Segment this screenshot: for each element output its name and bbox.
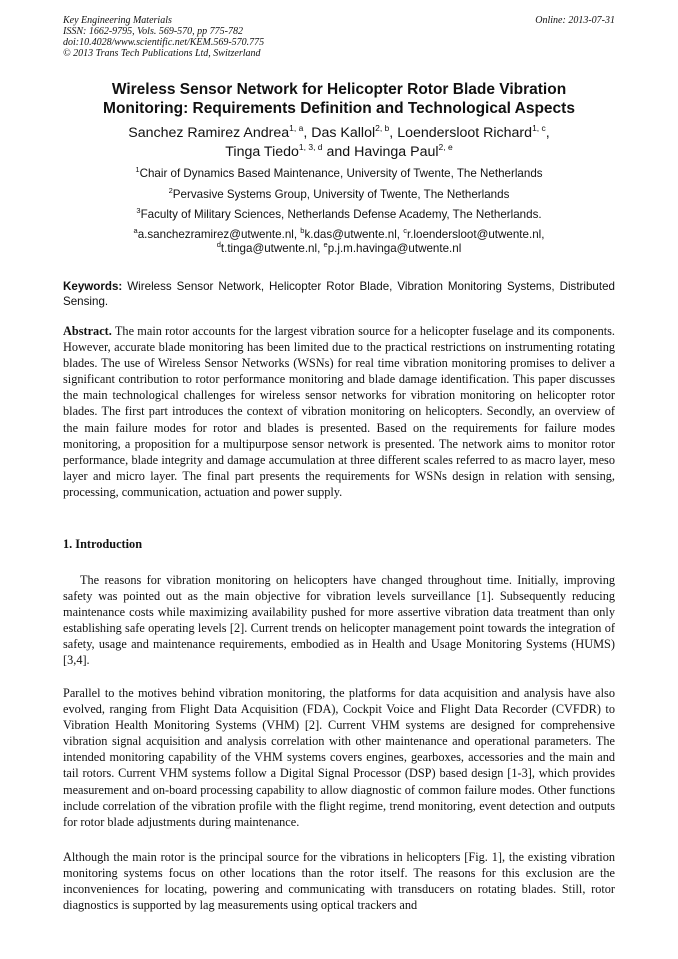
author-list — [63, 124, 615, 162]
abstract-label: Abstract. — [63, 324, 112, 338]
affiliation-marker: 3 — [136, 206, 141, 215]
paragraph-2: Parallel to the motives behind vibration monitoring, the platforms for data acquisition and analysis have also evolved, ranging from Flight Data Acquisition (FDA), Cockpit Voice and Flight Data Recorder (CVFDR) to Vibration Health Monitoring Systems (VHM) [2]. Current VHM systems are designed for comprehensive vibration signal acquisition and analysis correlation with other maintenance and operational parameters. The intended monitoring capability of the VHM systems covers engines, gearboxes, accessories and the main and tail rotors. Current VHM systems follow a Digital Signal Processor (DSP) based design [1-3], which provides measurement and on-board processing capability to allow diagnostic of common failure modes. Other functions include correlation of the vibration profile with the flight regime, trend monitoring, event detection and outputs for rotor blade adjustments during maintenance. — [63, 686, 615, 829]
affiliation-text: Chair of Dynamics Based Maintenance, University of Twente, The Netherlands — [139, 167, 543, 180]
affiliation-3 — [63, 207, 615, 228]
author-separator: , — [303, 125, 312, 141]
email-line-2 — [63, 239, 615, 256]
affiliations — [63, 166, 615, 256]
paragraph-1: The reasons for vibration monitoring on helicopters have changed throughout time. Initially, improving safety was pointed out as the main objective for vibration levels surveillance [1]. Subsequently reducing maintenance costs while maximizing availability pushed for more assertive vibration data treatment than only establishing safe operating levels [2]. Current trends on helicopter management point towards the integration of safety, usage and maintenance requirements, embodied as in Health and Usage Monitoring Systems (HUMS) [3,4]. — [63, 573, 615, 668]
author-affiliation-marker: 2, e — [438, 142, 453, 152]
email-marker: a — [133, 225, 138, 235]
author-affiliation-marker: 1, 3, d — [298, 142, 323, 152]
abstract — [63, 323, 615, 500]
online-date: Online: 2013-07-31 — [535, 15, 615, 26]
email-link[interactable]: k.das@utwente.nl, — [304, 227, 404, 241]
affiliation-marker: 2 — [168, 185, 173, 195]
doi-line: doi:10.4028/www.scientific.net/KEM.569-570.775 — [63, 37, 265, 48]
abstract-text: The main rotor accounts for the largest vibration source for a helicopter fuselage and its components. However, accurate blade monitoring has been limited due to the practical restrictions on instrumenting rotating blades. The use of Wireless Sensor Networks (WSNs) for real time vibration monitoring promises to deliver a significant contribution to rotor performance monitoring and blade damage identification. This paper discusses the main technological challenges for wireless sensor networks for vibration monitoring on helicopter rotor blades. The first part introduces the context of vibration monitoring on helicopters. Secondly, an overview of the main failure modes for rotor and blades is presented. Based on the requirements for failure modes monitoring, a proposition for a multipurpose sensor network is presented. The network aims to monitor rotor performance, blade integrity and damage accumulation at three different scales referred to as macro layer, meso layer and micro layer. The final part presents the requirements for WSNs design in relation with sensing, processing, communication, actuation and power supply. — [63, 324, 615, 499]
email-link[interactable]: r.loendersloot@utwente.nl, — [406, 227, 545, 241]
paragraph-3: Although the main rotor is the principal source for the vibrations in helicopters [Fig. 1], the existing vibration monitoring systems focus on other locations than the rotor itself. The reasons for this exclusion are the inconveniences for locating, powering and communicating with transducers on rotating blades. Still, rotor diagnostics is supported by lag measurements using optical trackers and — [63, 850, 615, 913]
author-affiliation-marker: 1, a — [289, 123, 304, 133]
affiliation-marker: 1 — [135, 165, 140, 174]
author-name: Das Kallol — [311, 125, 376, 141]
journal-name: Key Engineering Materials — [63, 15, 172, 26]
author-line-1 — [63, 124, 615, 143]
header-left — [63, 15, 264, 59]
email-link[interactable]: p.j.m.havinga@utwente.nl — [327, 241, 462, 255]
keywords-label: Keywords: — [63, 280, 123, 293]
paper-title — [63, 80, 615, 118]
email-list — [63, 225, 615, 256]
author-separator: , — [389, 125, 398, 141]
email-line-1 — [63, 225, 615, 242]
email-marker: e — [323, 239, 328, 249]
email-marker: c — [403, 225, 407, 235]
email-link[interactable]: a.sanchezramirez@utwente.nl, — [137, 227, 301, 241]
author-separator: , — [545, 125, 550, 141]
author-name: Sanchez Ramirez Andrea — [128, 125, 290, 141]
issn-line: ISSN: 1662-9795, Vols. 569-570, pp 775-782 — [63, 26, 243, 37]
copyright-line: © 2013 Trans Tech Publications Ltd, Switzerland — [63, 48, 261, 59]
title-line-1: Wireless Sensor Network for Helicopter Rotor Blade Vibration — [111, 81, 567, 98]
email-link[interactable]: t.tinga@utwente.nl, — [220, 241, 324, 255]
author-name: Loendersloot Richard — [397, 125, 533, 141]
keywords-text: Wireless Sensor Network, Helicopter Rotor Blade, Vibration Monitoring Systems, Distributed Sensing. — [63, 280, 615, 308]
title-line-2: Monitoring: Requirements Definition and Technological Aspects — [103, 100, 575, 117]
keywords — [63, 279, 615, 309]
affiliation-text: Faculty of Military Sciences, Netherlands Defense Academy, The Netherlands. — [140, 208, 542, 221]
author-affiliation-marker: 2, b — [375, 123, 390, 133]
section-heading: 1. Introduction — [63, 537, 143, 551]
email-marker: d — [216, 239, 221, 249]
affiliation-2 — [63, 187, 615, 208]
email-marker: b — [300, 225, 305, 235]
author-name: Havinga Paul — [354, 144, 439, 160]
author-name: Tinga Tiedo — [225, 144, 299, 160]
author-line-2 — [63, 143, 615, 162]
affiliation-1 — [63, 166, 615, 187]
author-affiliation-marker: 1, c — [532, 123, 546, 133]
author-separator: and — [322, 144, 355, 160]
affiliation-text: Pervasive Systems Group, University of Twente, The Netherlands — [172, 187, 510, 201]
